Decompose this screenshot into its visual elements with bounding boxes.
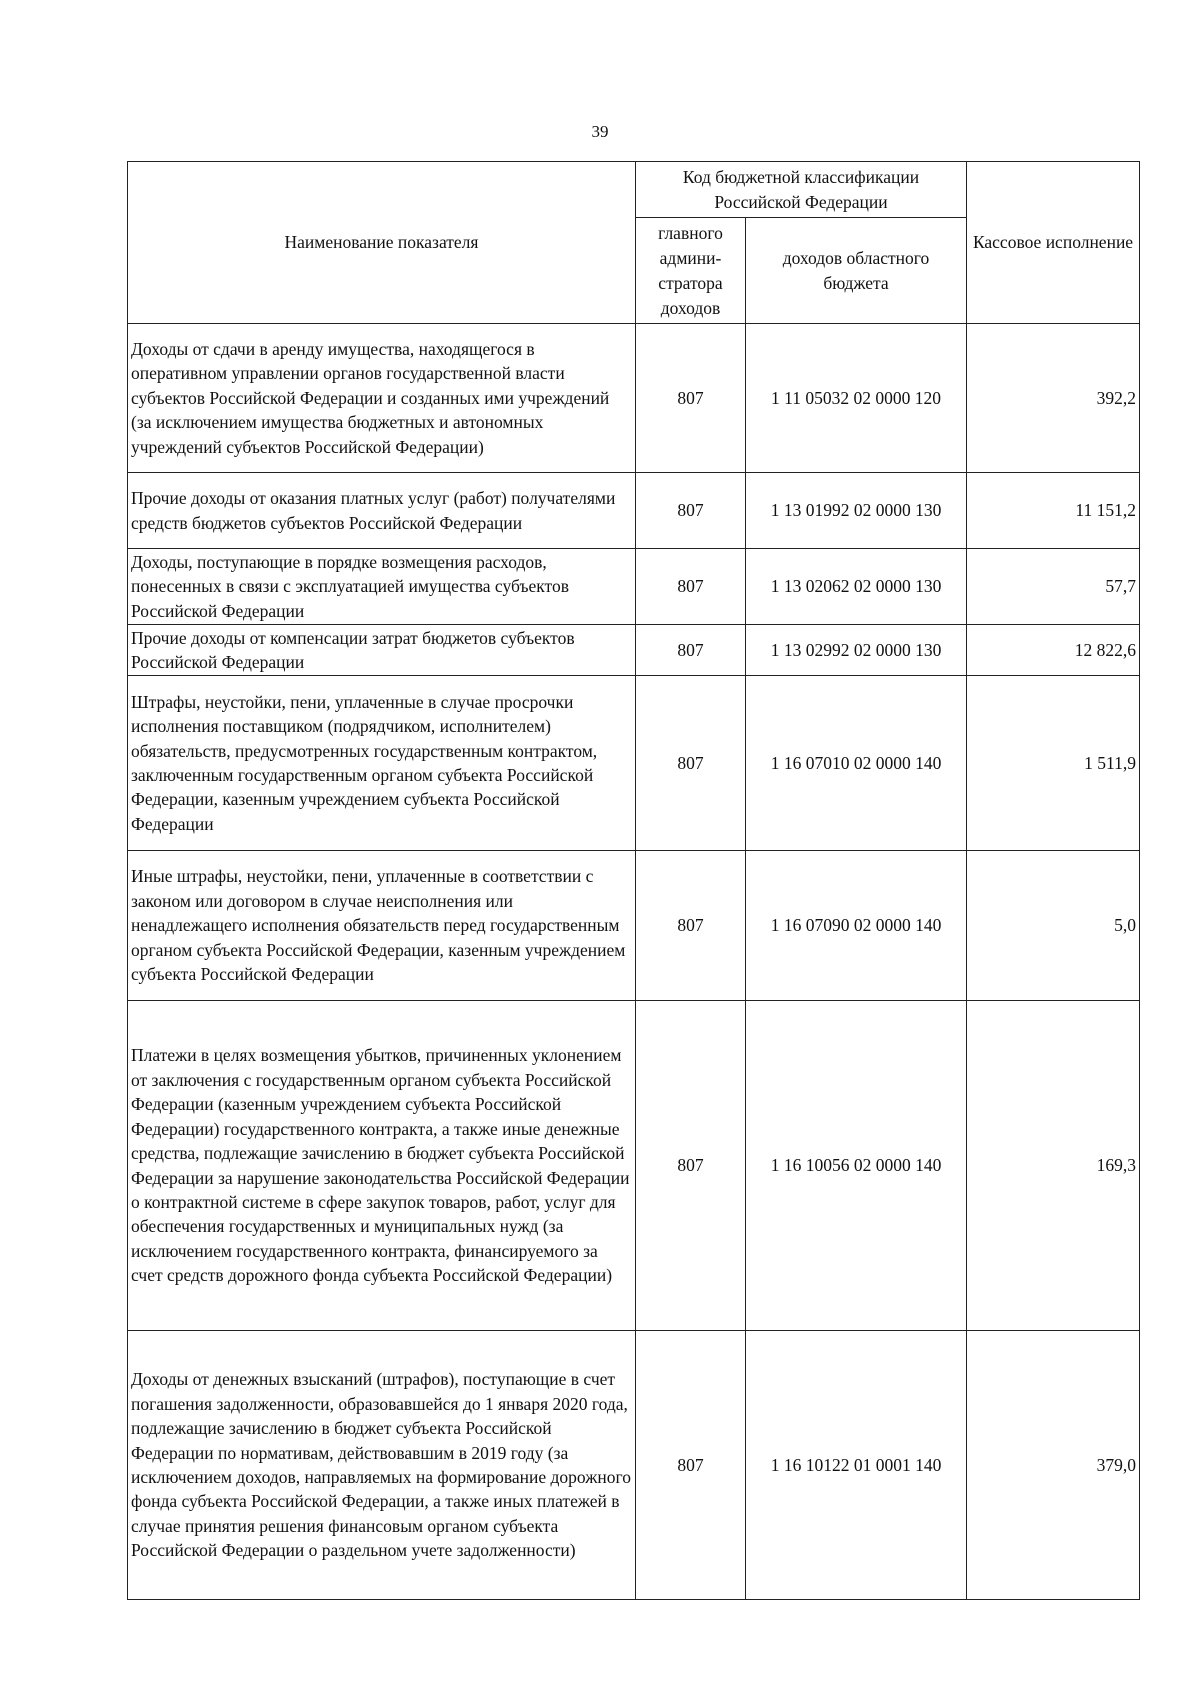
page-number: 39 xyxy=(591,122,609,141)
header-cash-execution: Кассовое исполнение xyxy=(967,162,1140,324)
cash-execution-amount: 12 822,6 xyxy=(967,625,1140,676)
admin-code: 807 xyxy=(636,625,746,676)
indicator-name: Доходы, поступающие в порядке возмещения расходов, понесенных в связи с эксплуатацией имущества субъектов Российской Федерации xyxy=(128,549,636,625)
table-row xyxy=(128,549,1140,625)
budget-code: 1 13 02992 02 0000 130 xyxy=(746,625,967,676)
cash-execution-amount: 379,0 xyxy=(967,1331,1140,1600)
cash-execution-amount: 5,0 xyxy=(967,851,1140,1001)
admin-code: 807 xyxy=(636,851,746,1001)
cash-execution-amount: 392,2 xyxy=(967,324,1140,473)
admin-code: 807 xyxy=(636,1001,746,1331)
admin-code: 807 xyxy=(636,676,746,851)
cash-execution-amount: 11 151,2 xyxy=(967,473,1140,549)
indicator-name: Доходы от сдачи в аренду имущества, находящегося в оперативном управлении органов государственной власти субъектов Российской Федерации и созданных ими учреждений (за исключением имущества бюджетных и автономных учреждений субъектов Российской Федерации) xyxy=(128,324,636,473)
table-row xyxy=(128,676,1140,851)
revenue-table xyxy=(127,161,1140,1600)
header-budget-code: доходов областного бюджета xyxy=(746,218,967,324)
cash-execution-amount: 1 511,9 xyxy=(967,676,1140,851)
budget-code: 1 13 01992 02 0000 130 xyxy=(746,473,967,549)
budget-code: 1 16 10056 02 0000 140 xyxy=(746,1001,967,1331)
table-row xyxy=(128,851,1140,1001)
budget-code: 1 16 07010 02 0000 140 xyxy=(746,676,967,851)
header-classification-code: Код бюджетной классификации Российской Федерации xyxy=(636,162,967,218)
budget-code: 1 16 10122 01 0001 140 xyxy=(746,1331,967,1600)
admin-code: 807 xyxy=(636,473,746,549)
table-row xyxy=(128,473,1140,549)
admin-code: 807 xyxy=(636,1331,746,1600)
cash-execution-amount: 57,7 xyxy=(967,549,1140,625)
admin-code: 807 xyxy=(636,549,746,625)
table-row xyxy=(128,1001,1140,1331)
table-row xyxy=(128,625,1140,676)
header-indicator-name: Наименование показателя xyxy=(128,162,636,324)
budget-code: 1 13 02062 02 0000 130 xyxy=(746,549,967,625)
cash-execution-amount: 169,3 xyxy=(967,1001,1140,1331)
table-row xyxy=(128,324,1140,473)
budget-code: 1 16 07090 02 0000 140 xyxy=(746,851,967,1001)
admin-code: 807 xyxy=(636,324,746,473)
indicator-name: Прочие доходы от оказания платных услуг (работ) получателями средств бюджетов субъектов Российской Федерации xyxy=(128,473,636,549)
table-row xyxy=(128,1331,1140,1600)
budget-code: 1 11 05032 02 0000 120 xyxy=(746,324,967,473)
header-admin-code: главного админи-стратора доходов xyxy=(636,218,746,324)
indicator-name: Прочие доходы от компенсации затрат бюджетов субъектов Российской Федерации xyxy=(128,625,636,676)
indicator-name: Доходы от денежных взысканий (штрафов), поступающие в счет погашения задолженности, образовавшейся до 1 января 2020 года, подлежащие зачислению в бюджет субъекта Российской Федерации по нормативам, действовавшим в 2019 году (за исключением доходов, направляемых на формирование дорожного фонда субъекта Российской Федерации, а также иных платежей в случае принятия решения финансовым органом субъекта Российской Федерации о раздельном учете задолженности) xyxy=(128,1331,636,1600)
indicator-name: Штрафы, неустойки, пени, уплаченные в случае просрочки исполнения поставщиком (подрядчиком, исполнителем) обязательств, предусмотренных государственным контрактом, заключенным государственным органом субъекта Российской Федерации, казенным учреждением субъекта Российской Федерации xyxy=(128,676,636,851)
indicator-name: Иные штрафы, неустойки, пени, уплаченные в соответствии с законом или договором в случае неисполнения или ненадлежащего исполнения обязательств перед государственным органом субъекта Российской Федерации, казенным учреждением субъекта Российской Федерации xyxy=(128,851,636,1001)
indicator-name: Платежи в целях возмещения убытков, причиненных уклонением от заключения с государственным органом субъекта Российской Федерации (казенным учреждением субъекта Российской Федерации) государственного контракта, а также иные денежные средства, подлежащие зачислению в бюджет субъекта Российской Федерации за нарушение законодательства Российской Федерации о контрактной системе в сфере закупок товаров, работ, услуг для обеспечения государственных и муниципальных нужд (за исключением государственного контракта, финансируемого за счет средств дорожного фонда субъекта Российской Федерации) xyxy=(128,1001,636,1331)
